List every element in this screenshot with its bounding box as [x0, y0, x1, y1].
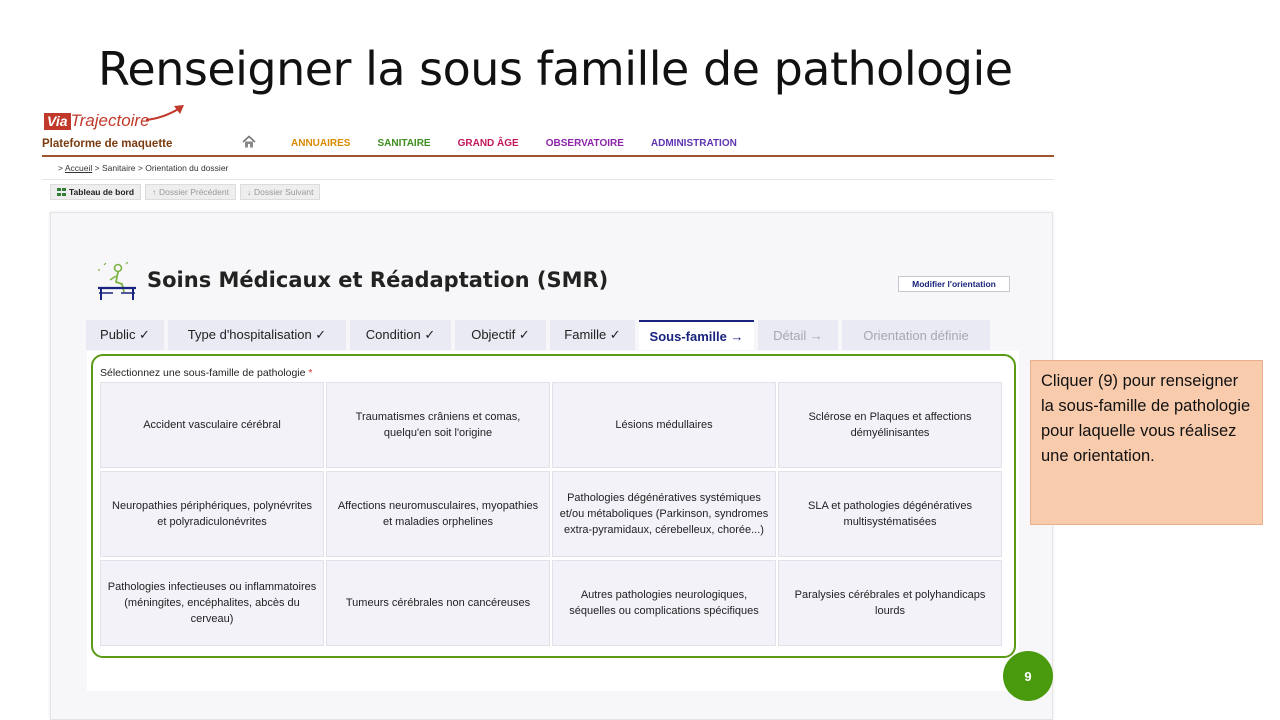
option-avc[interactable]: Accident vasculaire cérébral	[100, 382, 324, 468]
option-pathologies-degeneratives[interactable]: Pathologies dégénératives systémiques et/ou métaboliques (Parkinson, syndromes extra-pyramidaux, cérebelleux, chorée...)	[552, 471, 776, 557]
logo-trajectoire-text: Trajectoire	[70, 111, 150, 130]
tab-condition[interactable]: Condition ✓	[350, 320, 451, 350]
tab-detail: Détail →	[758, 320, 838, 350]
subfamily-options-grid	[100, 382, 1002, 648]
nav-observatoire[interactable]: OBSERVATOIRE	[545, 138, 624, 149]
option-lesions-medullaires[interactable]: Lésions médullaires	[552, 382, 776, 468]
option-affections-neuromusculaires[interactable]: Affections neuromusculaires, myopathies et maladies orphelines	[326, 471, 550, 557]
instruction-callout: Cliquer (9) pour renseigner la sous-famille de pathologie pour laquelle vous réalisez une orientation.	[1030, 360, 1263, 525]
tab-public[interactable]: Public ✓	[86, 320, 164, 350]
logo-via-text: Via	[44, 113, 71, 130]
tab-famille[interactable]: Famille ✓	[550, 320, 635, 350]
option-sla[interactable]: SLA et pathologies dégénératives multisystématisées	[778, 471, 1002, 557]
required-marker: *	[308, 367, 313, 379]
step-number-badge: 9	[1003, 651, 1053, 701]
platform-name: Plateforme de maquette	[42, 138, 173, 150]
logo-arrow-icon	[144, 102, 188, 124]
previous-dossier-button[interactable]	[145, 184, 236, 200]
home-icon[interactable]	[242, 135, 256, 149]
arrow-down-icon: ↓	[246, 187, 251, 197]
nav-grand-age[interactable]: GRAND ÂGE	[457, 138, 519, 149]
arrow-up-icon: ↑	[152, 187, 157, 197]
nav-annuaires[interactable]: ANNUAIRES	[291, 138, 351, 149]
slide-title: Renseigner la sous famille de pathologie	[98, 42, 1013, 96]
tab-sous-famille[interactable]: Sous-famille →	[639, 320, 754, 350]
nav-administration[interactable]: ADMINISTRATION	[650, 138, 737, 149]
option-tumeurs-cerebrales[interactable]: Tumeurs cérébrales non cancéreuses	[326, 560, 550, 646]
option-paralysies-cerebrales[interactable]: Paralysies cérébrales et polyhandicaps lourds	[778, 560, 1002, 646]
breadcrumb-path: > Sanitaire > Orientation du dossier	[94, 163, 229, 173]
top-navigation	[291, 138, 764, 149]
option-traumatismes-craniens[interactable]: Traumatismes crâniens et comas, quelqu'en soit l'origine	[326, 382, 550, 468]
header-divider	[42, 155, 1054, 157]
dashboard-button[interactable]	[50, 184, 141, 200]
breadcrumb-home-link[interactable]: Accueil	[64, 163, 93, 173]
viatrajectoire-logo[interactable]	[44, 106, 150, 130]
tab-type-hospitalisation[interactable]: Type d'hospitalisation ✓	[168, 320, 346, 350]
option-pathologies-infectieuses[interactable]: Pathologies infectieuses ou inflammatoires (méningites, encéphalites, abcès du cerveau)	[100, 560, 324, 646]
modify-orientation-button[interactable]: Modifier l'orientation	[898, 276, 1010, 292]
rehabilitation-icon	[96, 262, 138, 302]
option-autres-pathologies[interactable]: Autres pathologies neurologiques, séquelles ou complications spécifiques	[552, 560, 776, 646]
dashboard-button-label: Tableau de bord	[69, 186, 135, 197]
option-neuropathies[interactable]: Neuropathies périphériques, polynévrites et polyradiculonévrites	[100, 471, 324, 557]
option-sclerose-en-plaques[interactable]: Sclérose en Plaques et affections démyélinisantes	[778, 382, 1002, 468]
tab-orientation-definie: Orientation définie	[842, 320, 990, 350]
subfamily-label-text: Sélectionnez une sous-famille de pathologie	[100, 367, 306, 379]
nav-sanitaire[interactable]: SANITAIRE	[377, 138, 431, 149]
next-dossier-button[interactable]	[240, 184, 321, 200]
page-title: Soins Médicaux et Réadaptation (SMR)	[147, 268, 609, 292]
subfamily-field-label	[100, 367, 312, 379]
next-dossier-label: Dossier Suivant	[253, 186, 314, 197]
breadcrumb-divider	[42, 179, 1054, 180]
breadcrumb-prefix: >	[58, 163, 63, 173]
dossier-toolbar	[50, 184, 320, 200]
previous-dossier-label: Dossier Précédent	[159, 186, 229, 197]
breadcrumb	[58, 163, 228, 173]
tab-objectif[interactable]: Objectif ✓	[455, 320, 546, 350]
dashboard-grid-icon	[57, 188, 66, 196]
orientation-steps-tabs	[86, 320, 994, 350]
